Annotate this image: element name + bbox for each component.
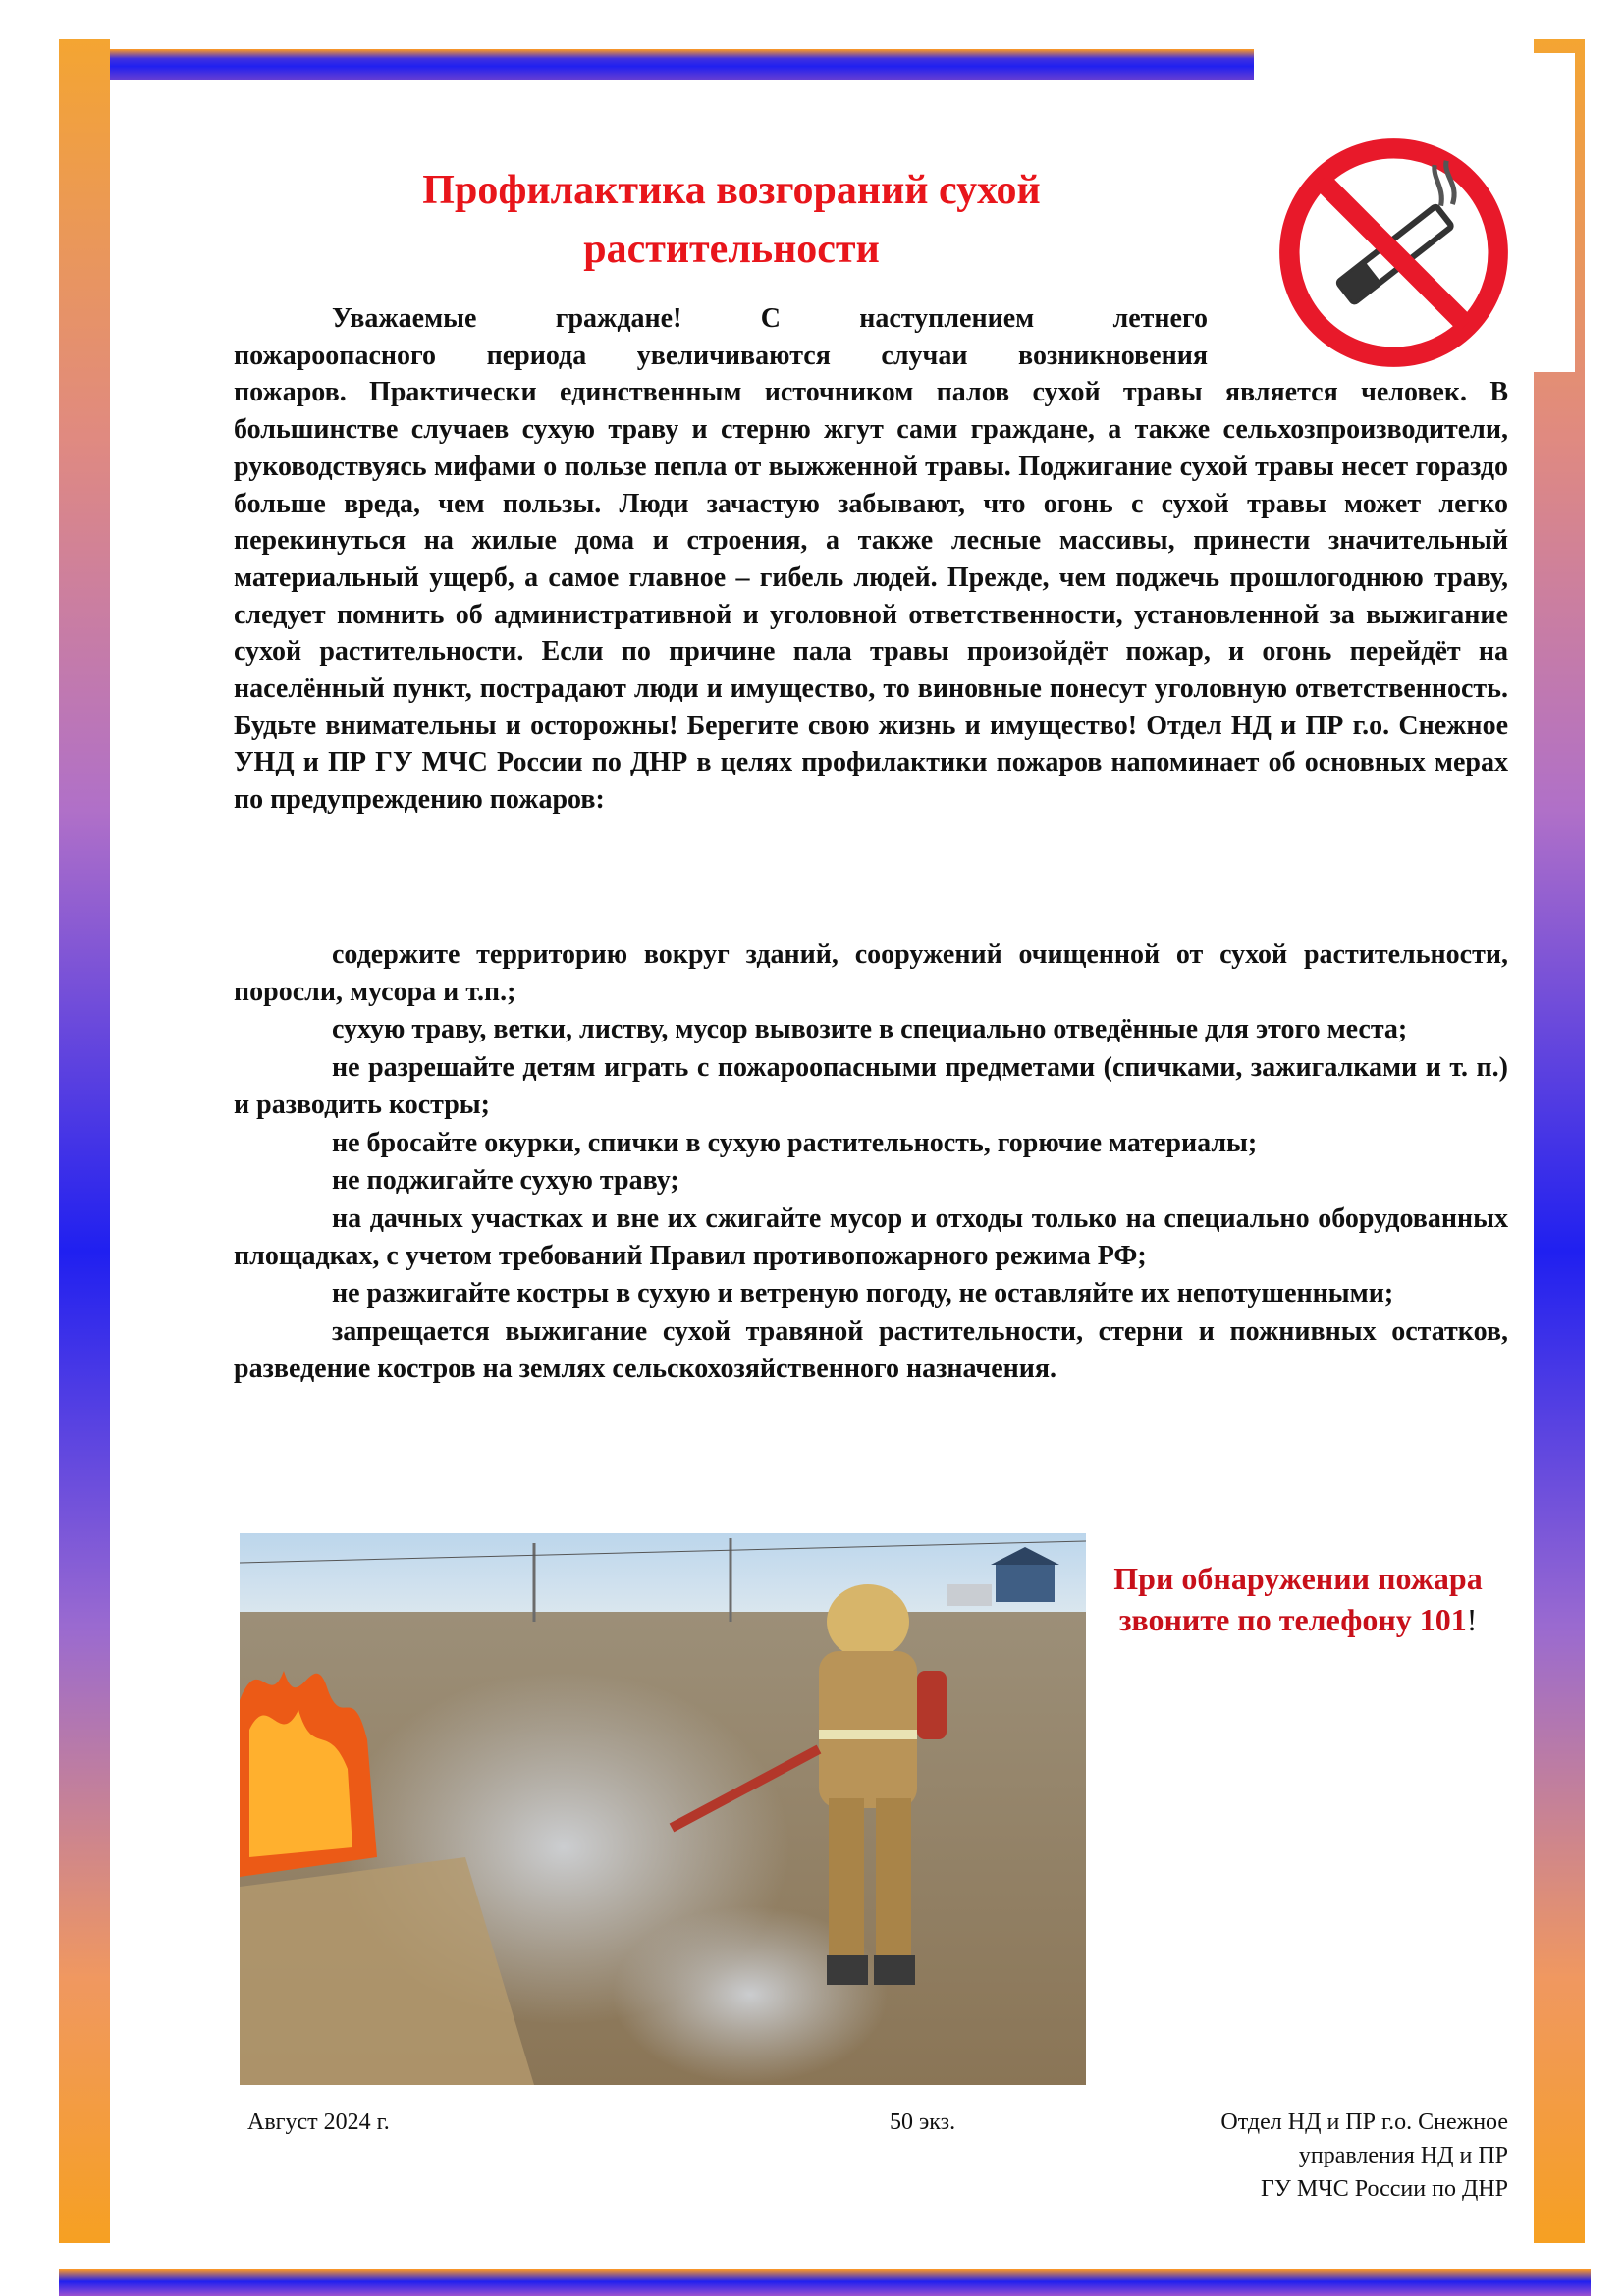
- intro-rest: пожаров. Практически единственным источником палов сухой травы является человек. В большинстве случаев сухую траву и стерню жгут сами граждане, а также сельхозпроизводители, руководствуясь мифами о пользе пепла от выжженной травы. Поджигание сухой травы несет гораздо больше вреда, чем пользы. Люди зачастую забывают, что огонь с сухой травы может легко перекинуться на жилые дома и строения, а также лесные массивы, принести значительный материальный ущерб, а самое главное – гибель людей. Прежде, чем поджечь прошлогоднюю траву, следует помнить об административной и уголовной ответственности, установленной за выжигание сухой растительности. Если по причине пала травы произойдёт пожар, и огонь перейдёт на населённый пункт, пострадают люди и имущество, то виновные понесут уголовную ответственность. Будьте внимательны и осторожны! Берегите свою жизнь и имущество! Отдел НД и ПР г.о. Снежное УНД и ПР ГУ МЧС России по ДНР в целях профилактики пожаров напоминает об основных мерах по предупреждению пожаров:: [234, 377, 1508, 816]
- fire-call-notice: [1085, 1558, 1511, 1640]
- org-line-3: ГУ МЧС России по ДНР: [1260, 2176, 1508, 2202]
- list-item: запрещается выжигание сухой травяной растительности, стерни и пожнивных остатков, разведение костров на землях сельскохозяйственного назначения.: [234, 1316, 1508, 1384]
- frame-top-bar: [110, 49, 1254, 80]
- intro-first-line: Уважаемые граждане! С наступлением летнего: [332, 303, 1208, 334]
- intro-second-line: пожароопасного периода увеличиваются случаи возникновения: [234, 340, 1208, 371]
- frame-bottom-bar: [59, 2269, 1591, 2296]
- footer-date: Август 2024 г.: [247, 2109, 390, 2135]
- page-title: [295, 161, 1168, 279]
- list-item: содержите территорию вокруг зданий, сооружений очищенной от сухой растительности, поросли, мусора и т.п.;: [234, 939, 1508, 1007]
- frame-left-bar: [59, 39, 110, 2243]
- firefighter-photo: [240, 1533, 1086, 2085]
- org-line-1: Отдел НД и ПР г.о. Снежное: [1220, 2109, 1508, 2135]
- list-item: не поджигайте сухую траву;: [332, 1165, 679, 1197]
- call-line-2: звоните по телефону 101!: [1118, 1602, 1478, 1637]
- list-item: сухую траву, ветки, листву, мусор вывозите в специально отведённые для этого места;: [332, 1014, 1408, 1045]
- measures-list: [234, 936, 1508, 1387]
- list-item: на дачных участках и вне их сжигайте мусор и отходы только на специально оборудованных площадках, с учетом требований Правил противопожарного режима РФ;: [234, 1202, 1508, 1271]
- footer-organization: [1110, 2106, 1508, 2206]
- call-line-1: При обнаружении пожара: [1113, 1561, 1483, 1596]
- list-item: не бросайте окурки, спички в сухую растительность, горючие материалы;: [332, 1127, 1258, 1158]
- title-line-1: Профилактика возгораний сухой: [422, 168, 1041, 213]
- title-line-2: растительности: [583, 227, 880, 272]
- footer-copies: 50 экз.: [890, 2109, 956, 2135]
- org-line-2: управления НД и ПР: [1298, 2143, 1508, 2168]
- list-item: не разрешайте детям играть с пожароопасными предметами (спичками, зажигалками и т. п.) и разводить костры;: [234, 1052, 1508, 1120]
- intro-paragraph: [234, 300, 1508, 819]
- list-item: не разжигайте костры в сухую и ветреную погоду, не оставляйте их непотушенными;: [332, 1278, 1394, 1309]
